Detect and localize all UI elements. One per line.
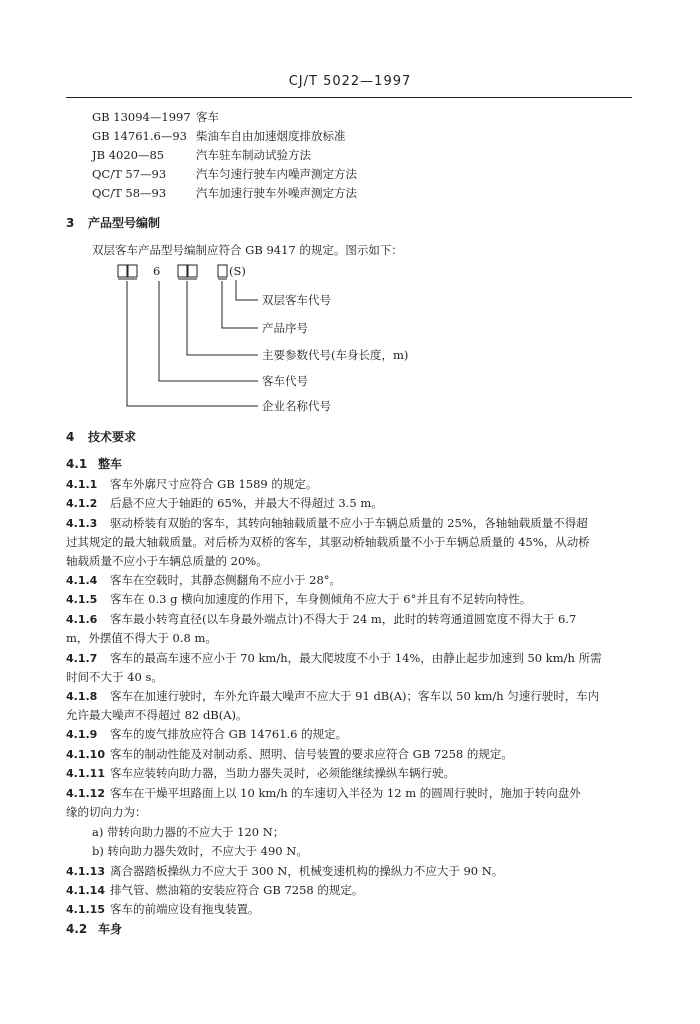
diagram-label: 客车代号 <box>262 374 308 388</box>
clause-number: 4.1.1 <box>66 478 98 491</box>
clause-number: 4.1.9 <box>66 728 98 741</box>
clause <box>66 592 531 607</box>
clause <box>66 651 602 666</box>
clause <box>66 883 363 898</box>
reference-code: GB 13094—1997 <box>92 110 191 124</box>
subsection-number: 4.2 <box>66 922 88 936</box>
subsection-heading <box>66 457 122 471</box>
clause <box>66 727 347 742</box>
clause <box>66 766 455 781</box>
clause-text: 客车在 0.3 g 横向加速度的作用下，车身侧倾角不应大于 6°并且有不足转向特性。 <box>110 592 532 606</box>
clause-text: 客车外廓尺寸应符合 GB 1589 的规定。 <box>110 477 318 491</box>
code-box <box>118 265 127 277</box>
diagram-label: 双层客车代号 <box>262 293 331 307</box>
clause-text: 驱动桥装有双胎的客车，其转向轴轴载质量不应小于车辆总质量的 25%，各轴轴载质量不得超 <box>110 516 588 530</box>
clause-number: 4.1.7 <box>66 652 98 665</box>
code-box <box>188 265 197 277</box>
clause-number: 4.1.3 <box>66 517 98 530</box>
code-box <box>178 265 187 277</box>
clause-continuation: 缘的切向力为： <box>66 805 147 819</box>
clause-text: 排气管、燃油箱的安装应符合 GB 7258 的规定。 <box>110 883 364 897</box>
clause <box>66 786 581 801</box>
clause-text: 客车的废气排放应符合 GB 14761.6 的规定。 <box>110 727 348 741</box>
subsection-title: 整车 <box>98 457 123 471</box>
clause-text: 客车最小转弯直径(以车身最外端点计)不得大于 24 m，此时的转弯通道圆宽度不得大于 6.7 <box>110 612 577 626</box>
reference-title: 汽车匀速行驶车内噪声测定方法 <box>196 167 357 181</box>
clause-text: 客车在干燥平坦路面上以 10 km/h 的车速切入半径为 12 m 的圆周行驶时，施加于转向盘外 <box>110 786 581 800</box>
reference-code: GB 14761.6—93 <box>92 129 187 143</box>
diagram-label: 企业名称代号 <box>262 399 331 413</box>
clause-number: 4.1.10 <box>66 748 105 761</box>
clause-continuation: m，外摆值不得大于 0.8 m。 <box>66 631 217 645</box>
subsection-title: 车身 <box>98 922 123 936</box>
code-digit: 6 <box>153 264 161 278</box>
code-box <box>128 265 137 277</box>
clause <box>66 496 383 511</box>
section-heading <box>66 430 136 444</box>
clause-text: 客车的制动性能及对制动系、照明、信号装置的要求应符合 GB 7258 的规定。 <box>110 747 513 761</box>
diagram-label: 产品序号 <box>262 321 308 335</box>
diagram-label: 主要参数代号(车身长度，m) <box>262 348 409 362</box>
reference-title: 汽车驻车制动试验方法 <box>196 148 311 162</box>
clause <box>66 612 576 627</box>
clause <box>66 689 599 704</box>
section-title: 技术要求 <box>88 430 137 444</box>
list-item: b) 转向助力器失效时，不应大于 490 N。 <box>92 844 308 858</box>
clause-continuation: 允许最大噪声不得超过 82 dB(A)。 <box>66 708 248 722</box>
clause-number: 4.1.2 <box>66 497 98 510</box>
clause-number: 4.1.13 <box>66 865 105 878</box>
clause <box>66 477 317 492</box>
reference-title: 客车 <box>196 110 219 124</box>
reference-code: JB 4020—85 <box>92 148 165 162</box>
reference-code: QC/T 58—93 <box>92 186 167 200</box>
clause-text: 客车的最高车速不应小于 70 km/h，最大爬坡度不小于 14%，由静止起步加速到 50 km/h 所需 <box>110 651 602 665</box>
subsection-number: 4.1 <box>66 457 88 471</box>
list-item: a) 带转向助力器的不应大于 120 N； <box>92 825 285 839</box>
clause-continuation: 时间不大于 40 s。 <box>66 670 163 684</box>
clause <box>66 902 260 917</box>
clause-text: 离合器踏板操纵力不应大于 300 N，机械变速机构的操纵力不应大于 90 N。 <box>110 864 504 878</box>
clause-number: 4.1.5 <box>66 593 98 606</box>
clause-number: 4.1.14 <box>66 884 105 897</box>
paragraph: 双层客车产品型号编制应符合 GB 9417 的规定。图示如下： <box>92 243 403 257</box>
clause-text: 客车应装转向助力器，当助力器失灵时，必须能继续操纵车辆行驶。 <box>110 766 455 780</box>
standard-code: CJ/T 5022—1997 <box>288 74 412 89</box>
reference-title: 柴油车自由加速烟度排放标准 <box>196 129 346 143</box>
section-number: 4 <box>66 430 75 444</box>
code-box <box>218 265 227 277</box>
clause <box>66 747 513 762</box>
reference-code: QC/T 57—93 <box>92 167 167 181</box>
clause <box>66 864 503 879</box>
subsection-heading <box>66 922 122 936</box>
reference-title: 汽车加速行驶车外噪声测定方法 <box>196 186 357 200</box>
clause-text: 客车在空载时，其静态侧翻角不应小于 28°。 <box>110 573 342 587</box>
clause <box>66 516 588 531</box>
clause-continuation: 轴载质量不应小于车辆总质量的 20%。 <box>66 554 268 568</box>
clause-number: 4.1.11 <box>66 767 105 780</box>
clause-number: 4.1.8 <box>66 690 98 703</box>
clause <box>66 573 341 588</box>
clause-number: 4.1.12 <box>66 787 105 800</box>
clause-number: 4.1.4 <box>66 574 98 587</box>
section-title: 产品型号编制 <box>88 216 161 230</box>
clause-text: 客车的前端应设有拖曳装置。 <box>110 902 260 916</box>
section-number: 3 <box>66 216 75 230</box>
clause-text: 后悬不应大于轴距的 65%，并最大不得超过 3.5 m。 <box>110 496 383 510</box>
clause-text: 客车在加速行驶时，车外允许最大噪声不应大于 91 dB(A)；客车以 50 km/h 匀速行驶时，车内 <box>110 689 600 703</box>
code-suffix: (S) <box>229 264 246 278</box>
clause-continuation: 过其规定的最大轴载质量。对后桥为双桥的客车，其驱动桥轴载质量不小于车辆总质量的 45%，从动桥 <box>66 535 590 549</box>
clause-number: 4.1.15 <box>66 903 105 916</box>
clause-number: 4.1.6 <box>66 613 98 626</box>
